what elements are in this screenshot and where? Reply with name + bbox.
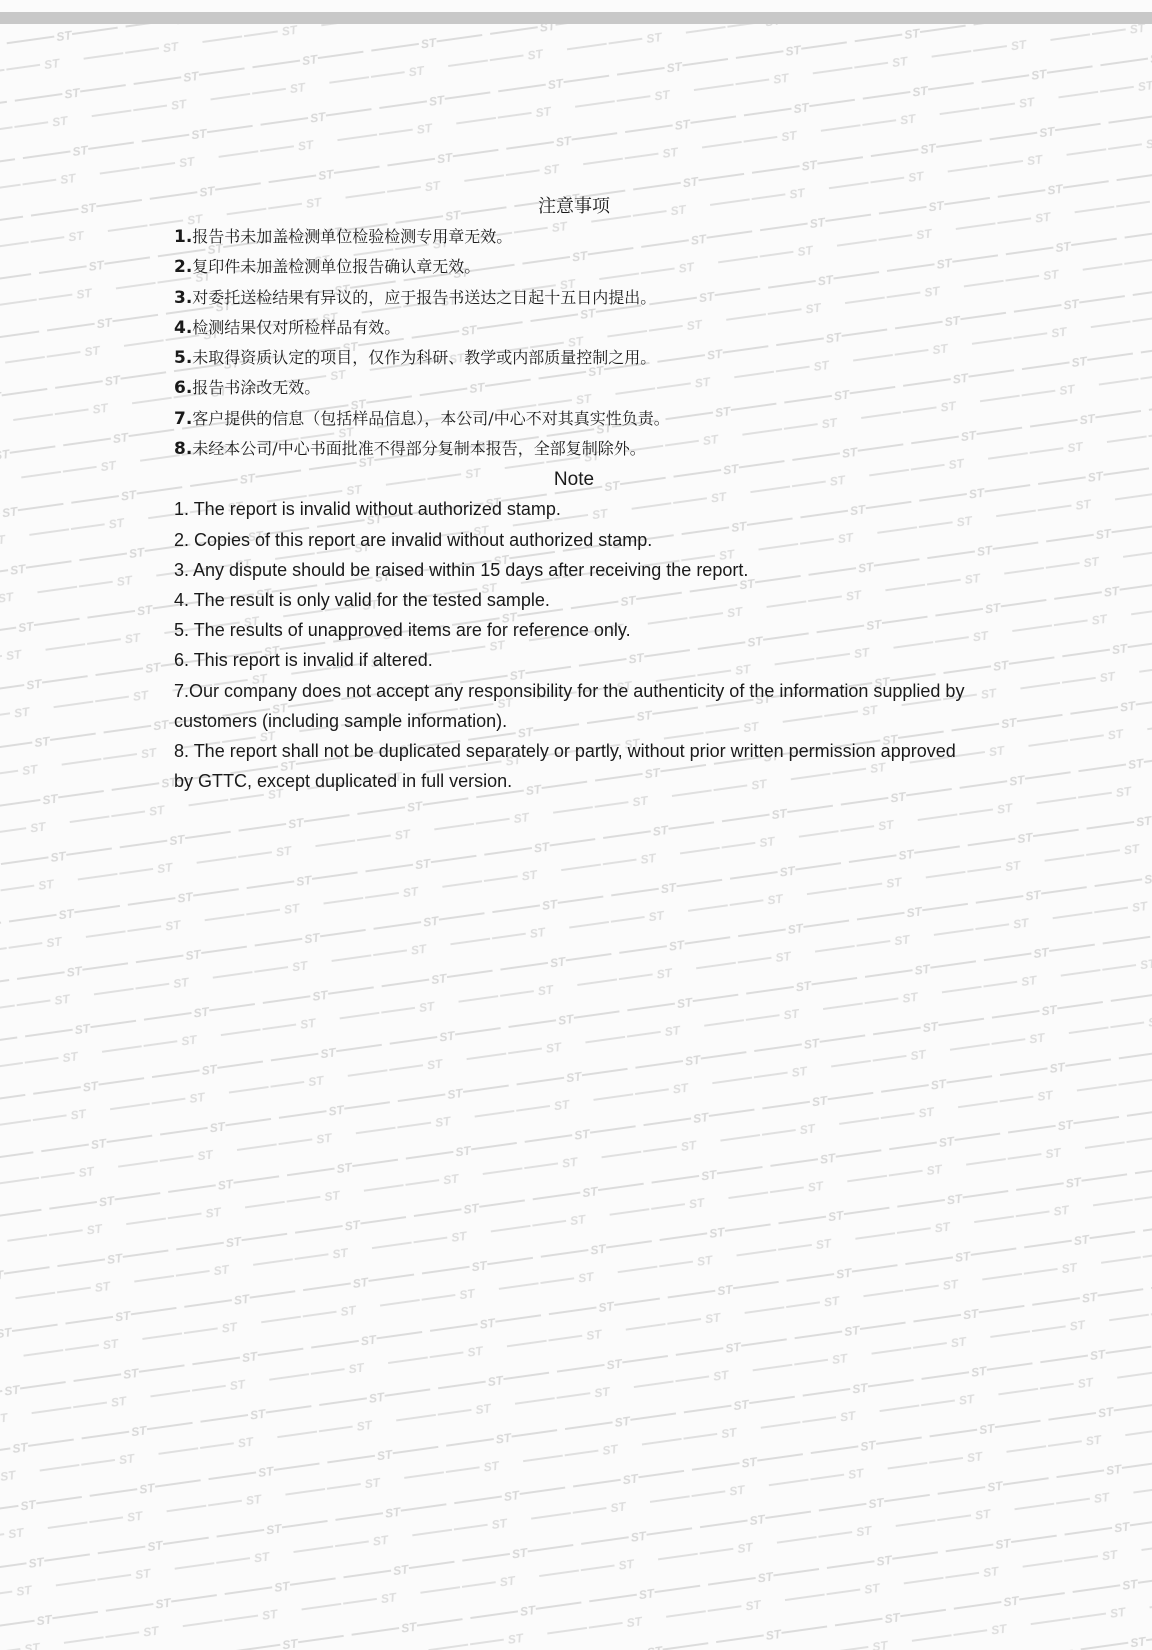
notes-cn-item-text: 未取得资质认定的项目，仅作为科研、教学或内部质量控制之用。 xyxy=(192,348,657,368)
notes-en-item: 3. Any dispute should be raised within 15 days after receiving the report. xyxy=(174,559,749,580)
notes-cn-item-text: 报告书未加盖检测单位检验检测专用章无效。 xyxy=(192,227,513,246)
notes-cn-item-text: 报告书涂改无效。 xyxy=(192,378,321,398)
notes-cn-item-number: 4. xyxy=(174,317,193,338)
notes-cn-item-number: 8. xyxy=(174,439,193,460)
notes-cn-item xyxy=(174,434,974,464)
notes-cn-item xyxy=(174,252,974,282)
notes-en-title: Note xyxy=(553,469,595,491)
top-border-bar xyxy=(0,12,1152,24)
notice-content xyxy=(174,194,974,796)
notes-cn-item xyxy=(174,343,974,373)
notes-cn-item-text: 对委托送检结果有异议的，应于报告书送达之日起十五日内提出。 xyxy=(192,287,657,307)
notes-cn-item xyxy=(174,373,974,403)
notes-en-item: 5. The results of unapproved items are for reference only. xyxy=(174,620,631,641)
notes-cn-item xyxy=(174,222,974,252)
notes-cn-item-text: 检测结果仅对所检样品有效。 xyxy=(192,317,401,337)
notes-en-list xyxy=(174,494,974,796)
notes-cn-item xyxy=(174,404,974,434)
notes-cn-list xyxy=(174,222,974,464)
notes-cn-item xyxy=(174,313,974,343)
notes-cn-item-text: 复印件未加盖检测单位报告确认章无效。 xyxy=(192,257,481,277)
notes-en-item: 4. The result is only valid for the tested sample. xyxy=(174,589,550,610)
notes-en-item: 7.Our company does not accept any responsibility for the authenticity of the information supplied by customers (including sample information). xyxy=(174,680,965,731)
notes-cn-item xyxy=(174,283,974,313)
notes-cn-item-number: 6. xyxy=(174,378,193,399)
notes-en-item: 6. This report is invalid if altered. xyxy=(174,650,433,671)
notes-cn-item-number: 3. xyxy=(174,287,193,308)
notes-cn-item-number: 1. xyxy=(174,227,193,247)
notes-cn-item-text: 客户提供的信息（包括样品信息），本公司/中心不对其真实性负责。 xyxy=(192,408,670,428)
notes-cn-item-number: 5. xyxy=(174,348,193,369)
notes-en-item: 2. Copies of this report are invalid without authorized stamp. xyxy=(174,529,653,550)
notes-cn-title: 注意事项 xyxy=(538,196,610,217)
notes-cn-item-number: 2. xyxy=(174,257,193,278)
notes-cn-item-number: 7. xyxy=(174,408,193,429)
notes-en-item: 1. The report is invalid without authorized stamp. xyxy=(174,499,561,520)
notes-en-item: 8. The report shall not be duplicated separately or partly, without prior written permission approved by GTTC, except duplicated in full version. xyxy=(174,741,956,792)
notes-cn-item-text: 未经本公司/中心书面批准不得部分复制本报告，全部复制除外。 xyxy=(192,439,646,459)
